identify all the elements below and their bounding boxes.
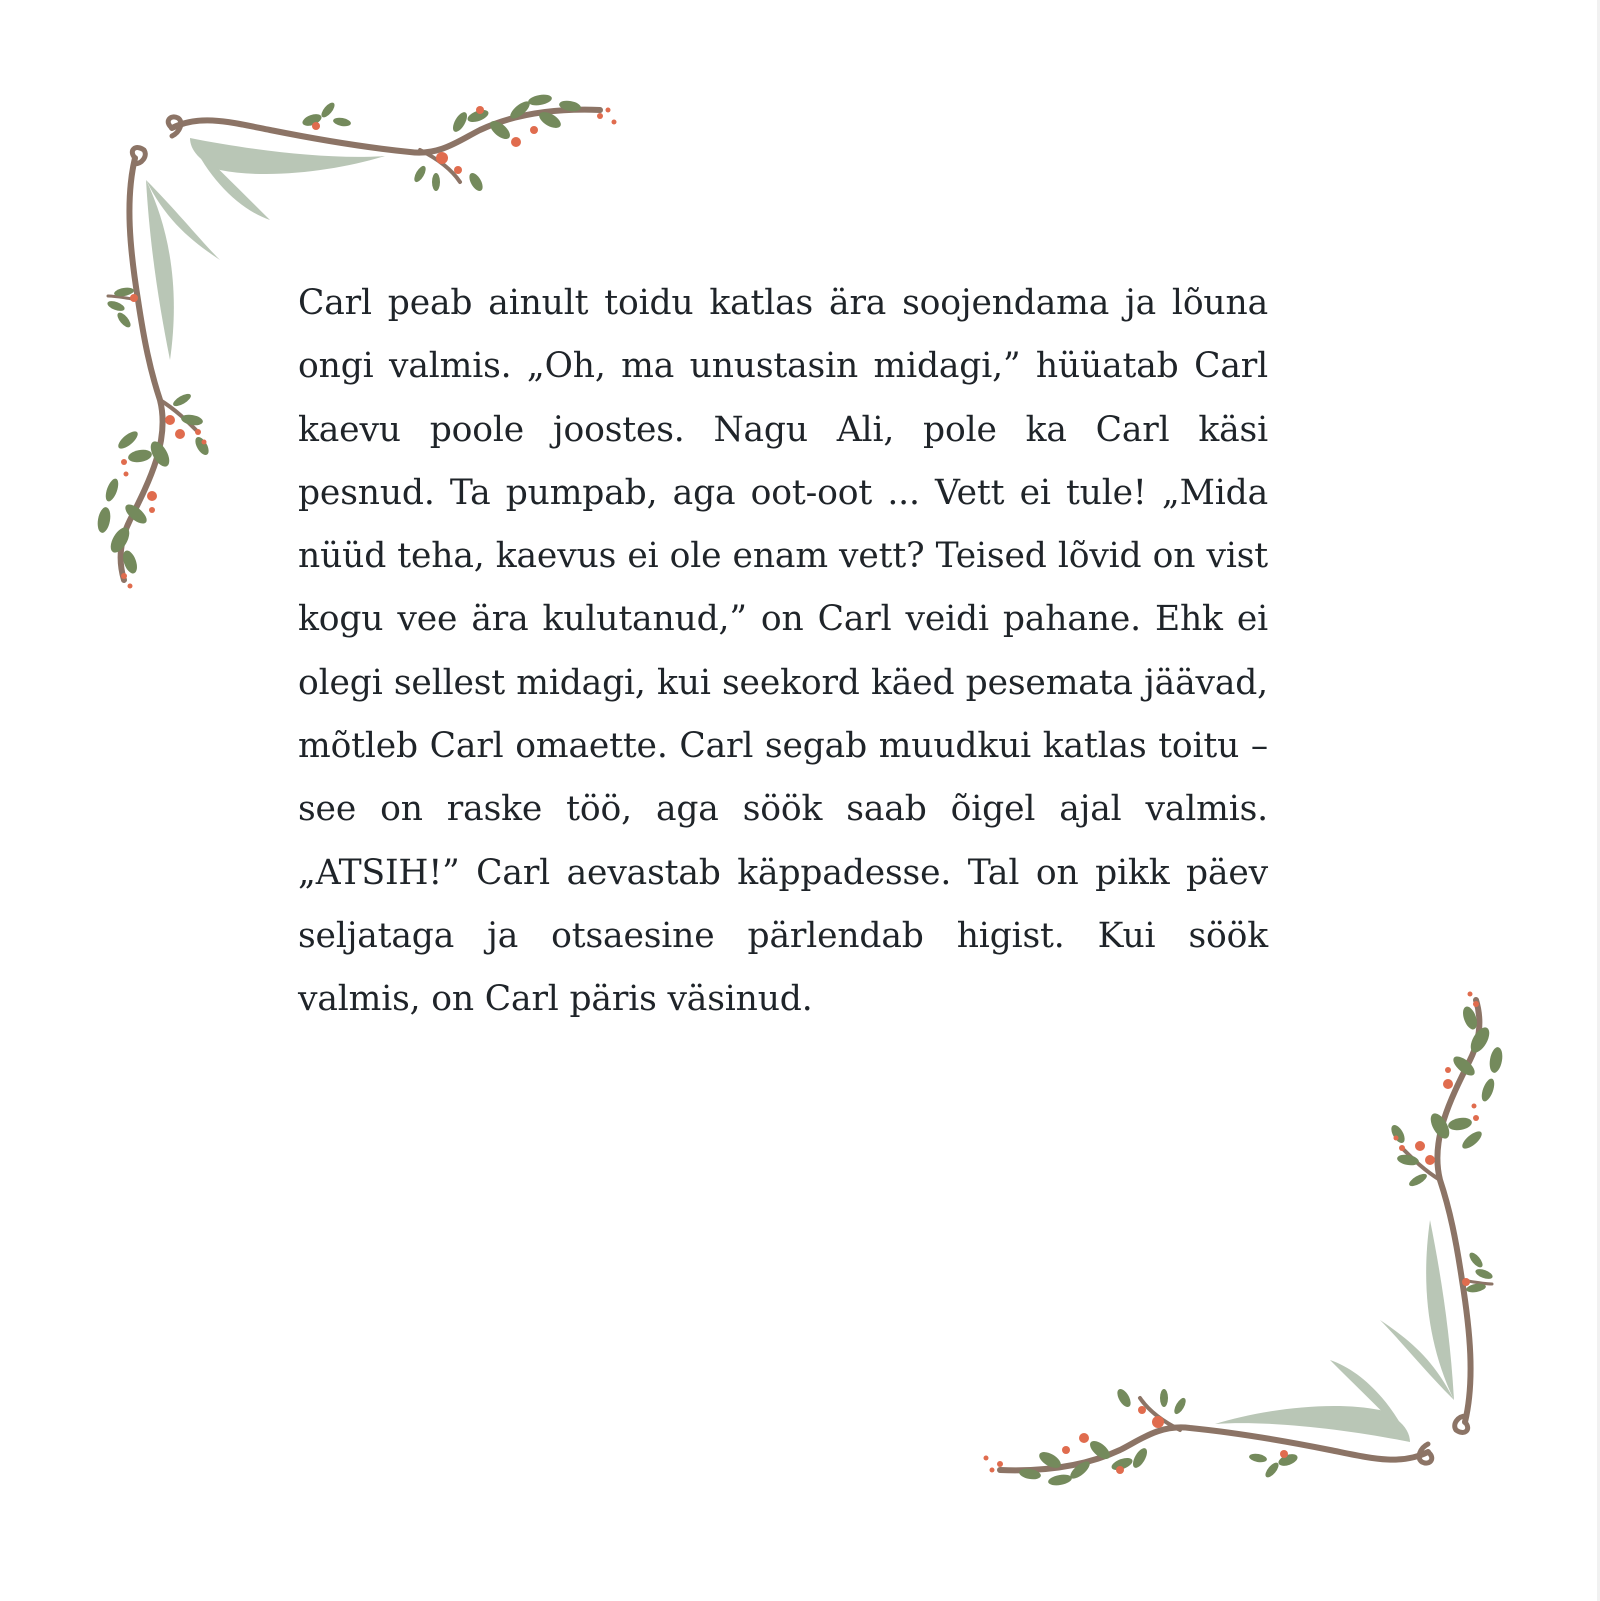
pale-leaves [1215,1220,1454,1442]
berries [984,992,1480,1475]
corner-vine-ornament-bottom-right [960,970,1520,1510]
story-paragraph: Carl peab ainult toidu katlas ära soojendama ja lõuna ongi valmis. „Oh, ma unustasin midagi,” hüüatab Carl kaevu poole joostes. Nagu Ali, pole ka Carl käsi pesnud. Ta pumpab, aga oot-oot ... Vett ei tule! „Mida nüüd teha, kaevus ei ole enam vett? Teised lõvid on vist kogu vee ära kulutanud,” on Carl veidi pahane. Ehk ei olegi sellest midagi, kui seekord käed pesemata jäävad, mõtleb Carl omaette. Carl segab muudkui katlas toitu – see on raske töö, aga söök saab õigel ajal valmis. „ATSIH!” Carl aevastab käppadesse. Tal on pikk päev seljataga ja otsaesine pärlendab higist. Kui söök valmis, on Carl päris väsinud. [298,283,1268,1020]
vine-branch [1000,1000,1492,1470]
